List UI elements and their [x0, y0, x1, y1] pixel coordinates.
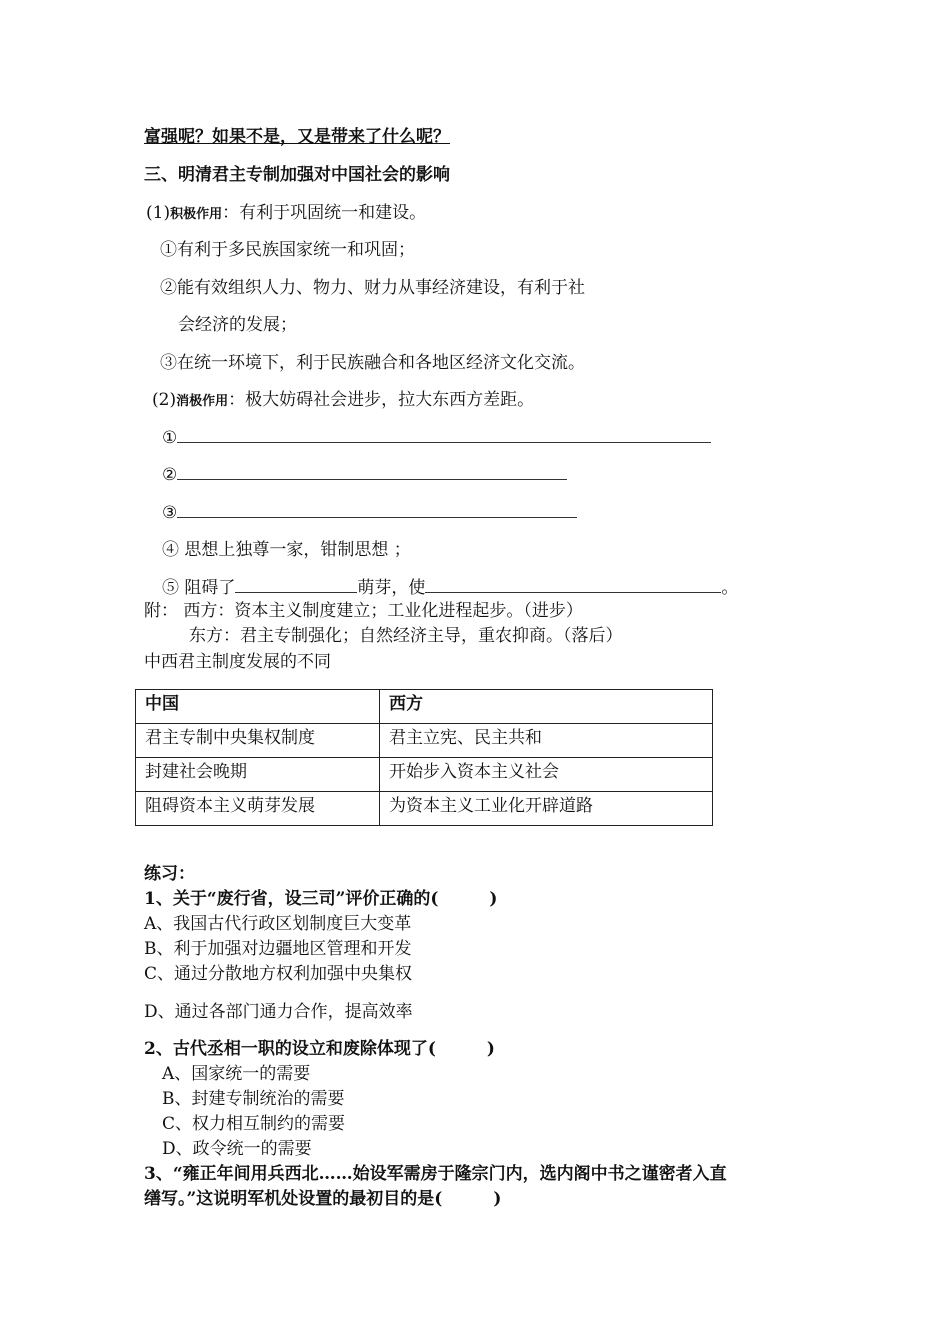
fill-blank-4[interactable]: [235, 577, 357, 593]
q3-stem-line2: 缮写。”这说明军机处设置的最初目的是( ): [144, 1189, 502, 1209]
blank-marker-1: ①: [162, 428, 178, 448]
q1-option-d[interactable]: D、通过各部门通力合作，提高效率: [144, 1002, 413, 1022]
appendix-east: 东方：君主专制强化；自然经济主导，重农抑商。（落后）: [189, 626, 623, 646]
table-row: [136, 792, 713, 826]
blank-marker-2: ②: [162, 465, 178, 485]
q2-option-a[interactable]: A、国家统一的需要: [162, 1064, 311, 1084]
cell-west-2: 开始步入资本主义社会: [380, 758, 713, 792]
cell-china-1: 君主专制中央集权制度: [136, 724, 380, 758]
negative-blank-2: [162, 464, 567, 486]
negative-label: 消极作用: [176, 394, 229, 409]
cell-west-3: 为资本主义工业化开辟道路: [380, 792, 713, 826]
fill-blank-5[interactable]: [425, 577, 721, 593]
blank-marker-3: ③: [162, 503, 178, 523]
positive-item-1: ①有利于多民族国家统一和巩固；: [160, 240, 415, 260]
fill-blank-1[interactable]: [177, 427, 711, 443]
negative-effect-line: [152, 389, 534, 413]
appendix-west: 附： 西方：资本主义制度建立；工业化进程起步。（进步）: [144, 601, 583, 621]
negative-item-4: ④ 思想上独尊一家，钳制思想 ；: [162, 540, 411, 560]
item5-text-b: 萌芽，使: [357, 578, 426, 598]
fill-blank-2[interactable]: [177, 464, 567, 480]
q1-option-a[interactable]: A、我国古代行政区划制度巨大变革: [144, 914, 412, 934]
cell-china-2: 封建社会晚期: [136, 758, 380, 792]
cell-west-1: 君主立宪、民主共和: [380, 724, 713, 758]
q1-option-b[interactable]: B、利于加强对边疆地区管理和开发: [144, 939, 412, 959]
q1-stem: 1、关于“废行省，设三司”评价正确的( ): [144, 889, 498, 909]
header-west: 西方: [380, 690, 713, 724]
comparison-table: [135, 689, 713, 826]
negative-blank-3: [162, 502, 577, 524]
positive-item-3: ③在统一环境下，利于民族融合和各地区经济文化交流。: [160, 353, 585, 373]
top-line: 富强呢？如果不是，又是带来了什么呢？: [144, 127, 450, 147]
negative-item-5: [162, 577, 738, 599]
positive-label: 积极作用: [170, 207, 223, 222]
header-china: 中国: [136, 690, 380, 724]
q1-option-c[interactable]: C、通过分散地方权利加强中央集权: [144, 964, 413, 984]
negative-blank-1: [162, 427, 711, 449]
q2-option-d[interactable]: D、政令统一的需要: [162, 1139, 312, 1159]
negative-prefix: (2): [152, 390, 177, 410]
table-row: [136, 724, 713, 758]
table-header-row: [136, 690, 713, 724]
table-title: 中西君主制度发展的不同: [144, 652, 331, 672]
q2-stem: 2、古代丞相一职的设立和废除体现了( ): [144, 1039, 495, 1059]
positive-prefix: (1): [146, 203, 171, 223]
table-row: [136, 758, 713, 792]
q2-option-c[interactable]: C、权力相互制约的需要: [162, 1114, 346, 1134]
exercise-title: 练习：: [144, 864, 195, 884]
item5-end: 。: [721, 578, 739, 598]
cell-china-3: 阻碍资本主义萌芽发展: [136, 792, 380, 826]
positive-item-2: ②能有效组织人力、物力、财力从事经济建设，有利于社: [160, 278, 585, 298]
positive-item-2-cont: 会经济的发展；: [178, 315, 297, 335]
q3-stem-line1: 3、“雍正年间用兵西北……始设军需房于隆宗门内，选内阁中书之谨密者入直: [144, 1164, 727, 1184]
positive-text: ：有利于巩固统一和建设。: [222, 203, 427, 223]
positive-effect-line: [146, 202, 426, 226]
item5-text-a: ⑤ 阻碍了: [162, 578, 236, 598]
negative-text: ：极大妨碍社会进步，拉大东西方差距。: [228, 390, 535, 410]
q2-option-b[interactable]: B、封建专制统治的需要: [162, 1089, 345, 1109]
section3-title: 三、明清君主专制加强对中国社会的影响: [144, 165, 450, 185]
fill-blank-3[interactable]: [177, 502, 577, 518]
